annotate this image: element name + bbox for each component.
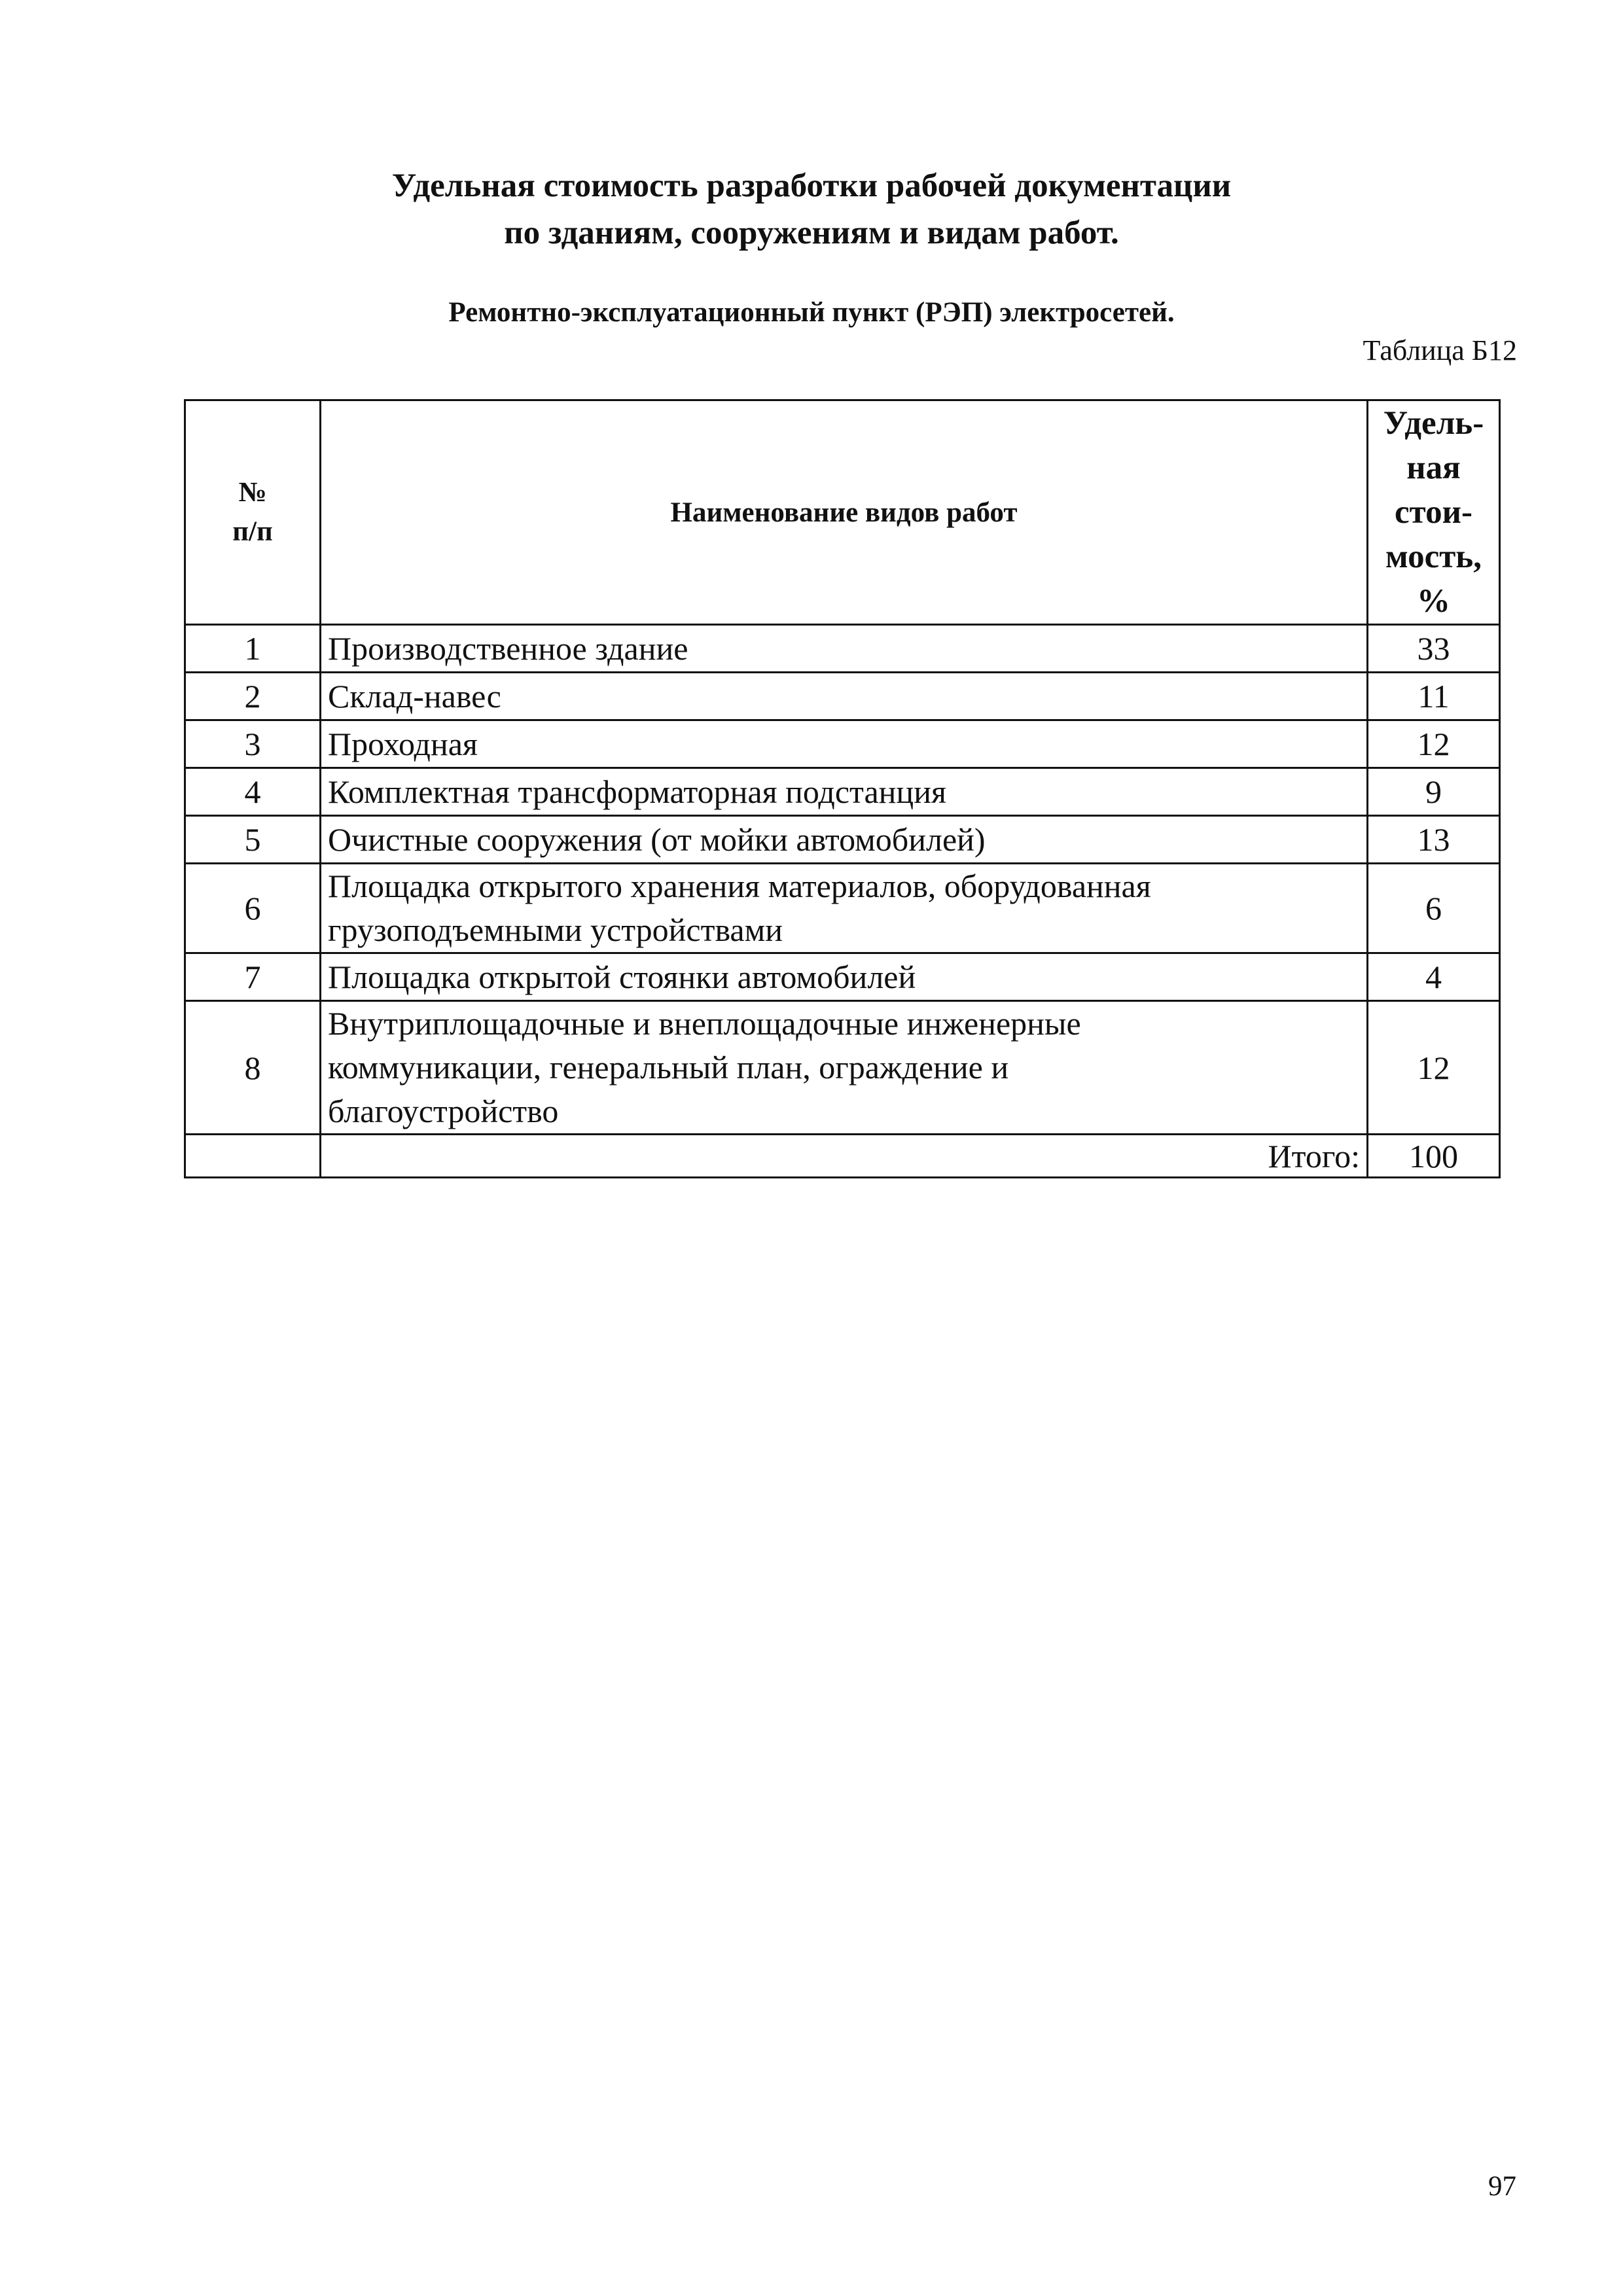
row-percent: 12 bbox=[1368, 720, 1500, 768]
row-work-name bbox=[321, 864, 1368, 953]
header-num-line-2: п/п bbox=[232, 516, 273, 547]
total-row bbox=[185, 1135, 1500, 1178]
table-header-row bbox=[185, 400, 1500, 625]
row-percent: 6 bbox=[1368, 864, 1500, 953]
document-subtitle: Ремонтно-эксплуатационный пункт (РЭП) электросетей. bbox=[448, 297, 1175, 328]
title-line-1: Удельная стоимость разработки рабочей документации bbox=[391, 168, 1232, 204]
row-number: 5 bbox=[185, 816, 321, 864]
header-percent-line-3: стои- bbox=[1395, 494, 1472, 531]
table-row bbox=[185, 1001, 1500, 1135]
row-work-name: Очистные сооружения (от мойки автомобилей) bbox=[321, 816, 1368, 864]
table-row bbox=[185, 864, 1500, 953]
table-row bbox=[185, 953, 1500, 1001]
row-work-name: Склад-навес bbox=[321, 673, 1368, 720]
row-number: 6 bbox=[185, 864, 321, 953]
header-percent-line-2: ная bbox=[1406, 450, 1461, 486]
row-percent: 33 bbox=[1368, 625, 1500, 673]
row-work-name: Проходная bbox=[321, 720, 1368, 768]
header-num bbox=[185, 400, 321, 625]
table-row bbox=[185, 720, 1500, 768]
document-title bbox=[0, 162, 1623, 256]
table-row bbox=[185, 816, 1500, 864]
row-percent: 13 bbox=[1368, 816, 1500, 864]
row-number: 3 bbox=[185, 720, 321, 768]
row-work-name bbox=[321, 1001, 1368, 1135]
table-row bbox=[185, 625, 1500, 673]
header-percent-line-5: % bbox=[1417, 583, 1450, 620]
row-work-name-line-3: благоустройство bbox=[328, 1093, 559, 1129]
row-percent: 9 bbox=[1368, 768, 1500, 816]
row-work-name-line-2: грузоподъемными устройствами bbox=[328, 911, 783, 948]
row-percent: 11 bbox=[1368, 673, 1500, 720]
row-work-name: Комплектная трансформаторная подстанция bbox=[321, 768, 1368, 816]
row-number: 4 bbox=[185, 768, 321, 816]
page-number: 97 bbox=[1488, 2171, 1516, 2202]
header-percent bbox=[1368, 400, 1500, 625]
header-name: Наименование видов работ bbox=[321, 400, 1368, 625]
row-number: 8 bbox=[185, 1001, 321, 1135]
cost-table bbox=[184, 399, 1501, 1178]
row-number: 2 bbox=[185, 673, 321, 720]
header-percent-line-4: мость, bbox=[1385, 539, 1482, 575]
row-number: 7 bbox=[185, 953, 321, 1001]
header-percent-line-1: Удель- bbox=[1383, 405, 1484, 442]
title-line-2: по зданиям, сооружениям и видам работ. bbox=[504, 215, 1119, 251]
total-empty-cell bbox=[185, 1135, 321, 1178]
row-work-name-line-1: Площадка открытого хранения материалов, оборудованная bbox=[328, 868, 1151, 904]
table-label: Таблица Б12 bbox=[1363, 334, 1517, 366]
table-row bbox=[185, 768, 1500, 816]
row-number: 1 bbox=[185, 625, 321, 673]
row-work-name: Площадка открытой стоянки автомобилей bbox=[321, 953, 1368, 1001]
row-work-name-line-2: коммуникации, генеральный план, ограждение и bbox=[328, 1049, 1009, 1086]
row-work-name: Производственное здание bbox=[321, 625, 1368, 673]
total-value: 100 bbox=[1368, 1135, 1500, 1178]
header-num-line-1: № bbox=[238, 477, 267, 508]
row-percent: 4 bbox=[1368, 953, 1500, 1001]
row-work-name-line-1: Внутриплощадочные и внеплощадочные инженерные bbox=[328, 1005, 1081, 1042]
row-percent: 12 bbox=[1368, 1001, 1500, 1135]
total-label: Итого: bbox=[321, 1135, 1368, 1178]
table-row bbox=[185, 673, 1500, 720]
